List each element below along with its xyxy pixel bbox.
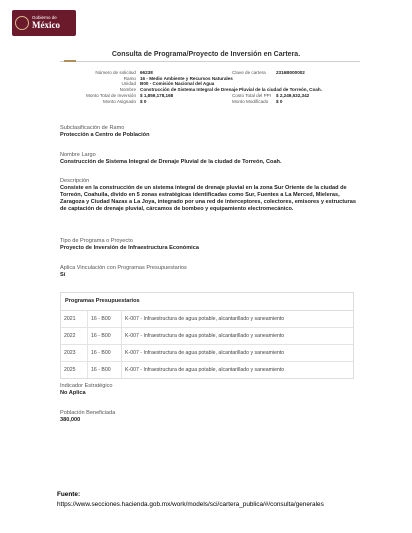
table-row (61, 311, 353, 328)
source-label: Fuente: (57, 491, 81, 498)
seal-icon (15, 16, 29, 30)
meta-value: 16 - Medio Ambiente y Recursos Naturales (140, 75, 233, 81)
meta-value: $ 0 (276, 98, 283, 104)
cell-year: 2021 (61, 311, 88, 327)
title-divider-accent (64, 60, 76, 62)
section-label: Indicador Estratégico (60, 383, 113, 389)
meta-label: Nombre (119, 87, 136, 93)
table-caption: Programas Presupuestarios (61, 293, 353, 311)
logo-line2: México (32, 19, 60, 30)
cell-year: 2023 (61, 345, 88, 361)
section-value: Protección a Centro de Población (60, 131, 150, 138)
meta-label: Monto Asignado (103, 98, 136, 104)
section-value: Sí (60, 271, 66, 278)
section-label: Aplica Vinculación con Programas Presupuestarios (60, 265, 187, 271)
meta-label: Número de solicitud (95, 70, 136, 75)
cell-ramo: 16 - B00 (88, 345, 122, 361)
meta-label: Costo Total del PPI (232, 92, 271, 98)
cell-year: 2025 (61, 362, 88, 378)
section-label: Subclasificación de Ramo (60, 125, 125, 131)
programas-table (60, 292, 354, 379)
table-row (61, 328, 353, 345)
cell-programa: K-007 - Infraestructura de agua potable, alcantarillado y saneamiento (125, 367, 285, 373)
meta-value: $ 0 (140, 98, 147, 104)
section-tipo (60, 238, 360, 252)
logo-line1: Gobierno de (32, 15, 57, 21)
meta-label: Ramo (123, 75, 136, 81)
section-value: No Aplica (60, 389, 86, 396)
section-label: Tipo de Programa o Proyecto (60, 238, 133, 244)
cell-ramo: 16 - B00 (88, 311, 122, 327)
meta-row (232, 99, 309, 105)
section-label: Nombre Largo (60, 152, 96, 158)
meta-right (232, 70, 309, 104)
cell-programa: K-007 - Infraestructura de agua potable, alcantarillado y saneamiento (125, 333, 285, 339)
meta-label: Monto Total de Inversión (86, 92, 136, 98)
source-url[interactable]: https://www.secciones.hacienda.gob.mx/work/models/sci/cartera_publica/#/consulta/generales (57, 501, 324, 508)
meta-value: B00 - Comisión Nacional del Agua (140, 81, 215, 87)
section-label: Descripción (60, 178, 90, 184)
section-value: Proyecto de Inversión de Infraestructura Económica (60, 244, 199, 251)
section-poblacion (60, 410, 360, 424)
title-divider (60, 61, 360, 62)
section-indicador (60, 383, 360, 397)
cell-ramo: 16 - B00 (88, 328, 122, 344)
meta-row (232, 70, 309, 76)
section-subclasificacion (60, 125, 360, 139)
meta-value: $ 2,249,532,342 (276, 92, 310, 98)
table-row (61, 362, 353, 378)
cell-ramo: 16 - B00 (88, 362, 122, 378)
meta-value: $ 1,859,178,168 (140, 92, 174, 98)
cell-year: 2022 (61, 328, 88, 344)
meta-value: 66238 (140, 70, 153, 75)
cell-programa: K-007 - Infraestructura de agua potable, alcantarillado y saneamiento (125, 350, 285, 356)
section-value: 380,000 (60, 416, 81, 423)
section-value: Consiste en la construcción de un sistema integral de drenaje pluvial en la zona Sur Oriente de la ciudad de Torreón, Coahuila, divido en 5 zonas estratégicas identificadas como Sur, Fuentes a La Merced, Mieleras, Zaragoza y Ciudad Nazas a La Joya, integrado por una red de interceptores, colectores, emisores y estructuras de captación de drenaje pluvial, cárcamos de bombeo y equipamiento electromecánico. (60, 184, 356, 212)
meta-value: 2316B000002 (276, 70, 305, 75)
table-row (61, 345, 353, 362)
source-note (57, 490, 324, 510)
section-nombre-largo (60, 152, 360, 166)
cell-programa: K-007 - Infraestructura de agua potable, alcantarillado y saneamiento (125, 316, 285, 322)
section-label: Población Beneficiada (60, 410, 116, 416)
section-value: Construcción de Sistema Integral de Drenaje Pluvial de la ciudad de Torreón, Coah. (60, 158, 282, 165)
gobierno-logo (12, 10, 76, 36)
meta-label: Unidad (121, 81, 136, 87)
page-title: Consulta de Programa/Proyecto de Inversión en Cartera. (111, 51, 301, 58)
meta-value: Construcción de Sistema Integral de Drenaje Pluvial de la ciudad de Torreón, Coah. (140, 87, 322, 93)
meta-label: Monto Modificado (232, 98, 269, 104)
meta-label: Clave de cartera (232, 70, 266, 75)
section-vinculacion (60, 265, 360, 279)
section-descripcion (60, 178, 360, 213)
